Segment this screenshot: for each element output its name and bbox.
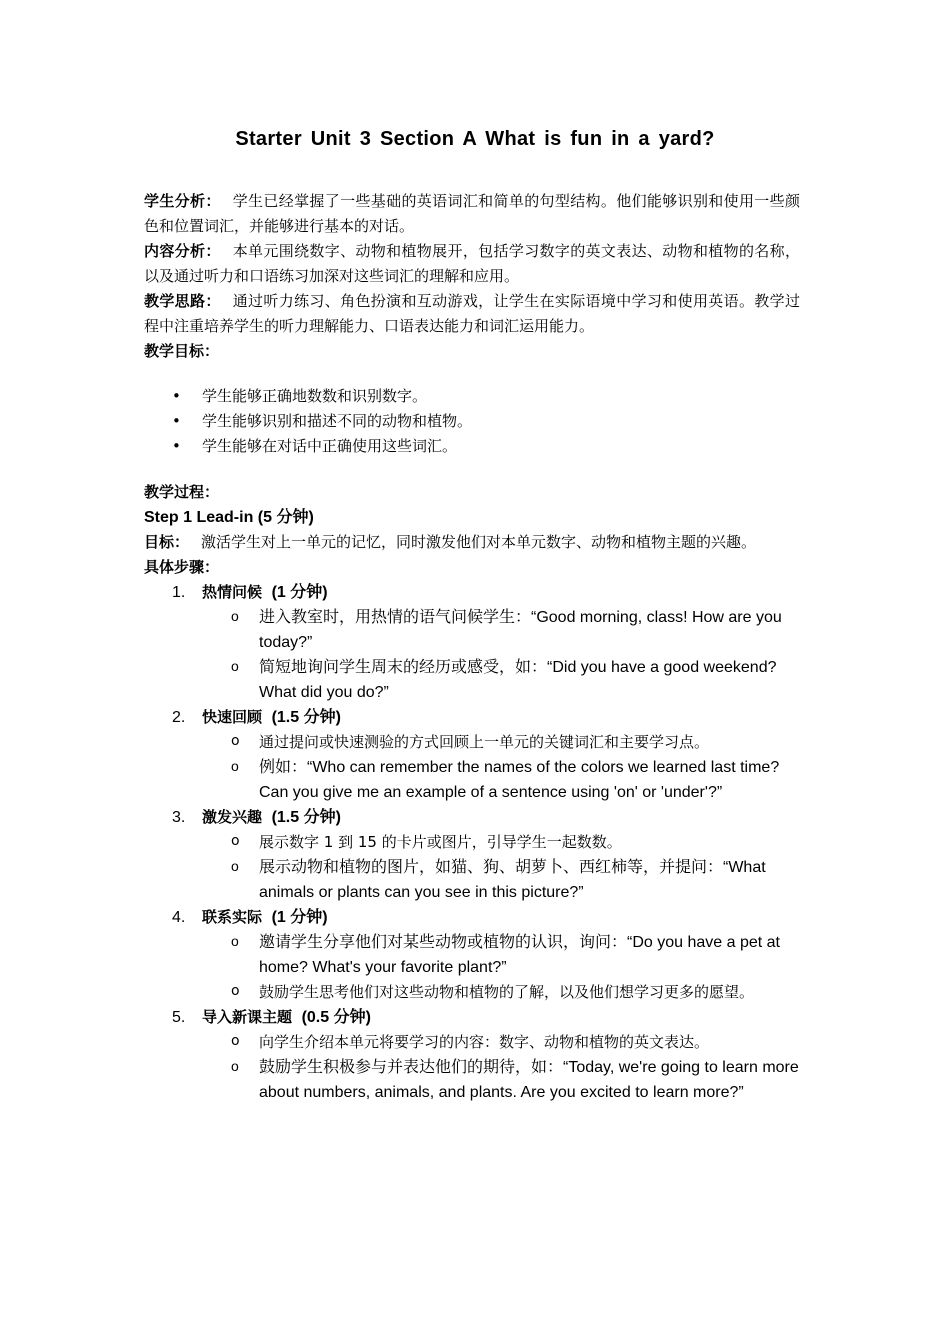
goal-item: • 学生能够在对话中正确使用这些词汇。 bbox=[144, 434, 800, 459]
step-subitem: o 简短地询问学生周末的经历或感受，如：“Did you have a good weekend? What did you do?” bbox=[202, 655, 800, 705]
step-time: (1.5 分钟) bbox=[271, 709, 341, 726]
student-analysis-text: 学生已经掌握了一些基础的英语词汇和简单的句型结构。他们能够识别和使用一些颜色和位置词汇，并能够进行基本的对话。 bbox=[144, 192, 800, 235]
step-item bbox=[144, 1005, 800, 1105]
step-number: 3. bbox=[172, 809, 186, 826]
aim-label: 目标： bbox=[144, 533, 190, 551]
content-analysis-text: 本单元围绕数字、动物和植物展开，包括学习数字的英文表达、动物和植物的名称，以及通过听力和口语练习加深对这些词汇的理解和应用。 bbox=[144, 242, 800, 285]
step-title: Step 1 Lead-in (5 分钟) bbox=[144, 509, 314, 526]
step-subitems bbox=[202, 605, 800, 705]
teaching-approach bbox=[144, 289, 800, 339]
teaching-approach-label: 教学思路： bbox=[144, 292, 221, 310]
step-subitems bbox=[202, 1030, 800, 1105]
step-name: 联系实际 bbox=[202, 908, 263, 926]
spacer bbox=[144, 459, 800, 480]
step-number: 5. bbox=[172, 1009, 186, 1026]
step-subitem: o 展示动物和植物的图片，如猫、狗、胡萝卜、西红柿等，并提问：“What animals or plants can you see in this picture?” bbox=[202, 855, 800, 905]
aim-text: 激活学生对上一单元的记忆，同时激发他们对本单元数字、动物和植物主题的兴趣。 bbox=[201, 533, 757, 551]
step-name: 热情问候 bbox=[202, 583, 263, 601]
step-time: (1 分钟) bbox=[271, 584, 328, 601]
step-subitem: o 鼓励学生积极参与并表达他们的期待，如：“Today, we're going to learn more about numbers, animals, and plants. Are you excited to learn more?” bbox=[202, 1055, 800, 1105]
step-time: (1 分钟) bbox=[271, 909, 328, 926]
spacer bbox=[144, 364, 800, 384]
step-name: 快速回顾 bbox=[202, 708, 263, 726]
step-number: 4. bbox=[172, 909, 186, 926]
steps-label: 具体步骤： bbox=[144, 558, 220, 576]
goals-list bbox=[144, 384, 800, 459]
step-subitem: o 进入教室时，用热情的语气问候学生：“Good morning, class! How are you today?” bbox=[202, 605, 800, 655]
step-subitem: o 展示数字 1 到 15 的卡片或图片，引导学生一起数数。 bbox=[202, 830, 800, 855]
step-subitems bbox=[202, 730, 800, 805]
step-number: 1. bbox=[172, 584, 186, 601]
document-body bbox=[144, 189, 800, 1105]
student-analysis bbox=[144, 189, 800, 239]
step-time: (0.5 分钟) bbox=[301, 1009, 371, 1026]
step-subitem: o 通过提问或快速测验的方式回顾上一单元的关键词汇和主要学习点。 bbox=[202, 730, 800, 755]
step-number: 2. bbox=[172, 709, 186, 726]
aim bbox=[144, 530, 800, 555]
step-item bbox=[144, 580, 800, 705]
step-name: 激发兴趣 bbox=[202, 808, 263, 826]
step-item bbox=[144, 705, 800, 805]
teaching-approach-text: 通过听力练习、角色扮演和互动游戏，让学生在实际语境中学习和使用英语。教学过程中注重培养学生的听力理解能力、口语表达能力和词汇运用能力。 bbox=[144, 292, 800, 335]
steps-list bbox=[144, 580, 800, 1105]
step-subitem: o 向学生介绍本单元将要学习的内容：数字、动物和植物的英文表达。 bbox=[202, 1030, 800, 1055]
step-subitems bbox=[202, 930, 800, 1005]
goal-item: • 学生能够正确地数数和识别数字。 bbox=[144, 384, 800, 409]
step-item bbox=[144, 905, 800, 1005]
step-subitem: o 鼓励学生思考他们对这些动物和植物的了解，以及他们想学习更多的愿望。 bbox=[202, 980, 800, 1005]
step-time: (1.5 分钟) bbox=[271, 809, 341, 826]
step-subitem: o 邀请学生分享他们对某些动物或植物的认识，询问：“Do you have a pet at home? What's your favorite plant?” bbox=[202, 930, 800, 980]
step-item bbox=[144, 805, 800, 905]
goal-item: • 学生能够识别和描述不同的动物和植物。 bbox=[144, 409, 800, 434]
step-name: 导入新课主题 bbox=[202, 1008, 293, 1026]
document-title: Starter Unit 3 Section A What is fun in a yard? bbox=[235, 128, 715, 150]
step-subitems bbox=[202, 830, 800, 905]
process-label: 教学过程： bbox=[144, 483, 220, 501]
student-analysis-label: 学生分析： bbox=[144, 192, 221, 210]
content-analysis bbox=[144, 239, 800, 289]
content-analysis-label: 内容分析： bbox=[144, 242, 221, 260]
step-subitem: o 例如：“Who can remember the names of the colors we learned last time? Can you give me an example of a sentence using 'on' or 'under'?” bbox=[202, 755, 800, 805]
teaching-goals-label: 教学目标： bbox=[144, 342, 220, 360]
